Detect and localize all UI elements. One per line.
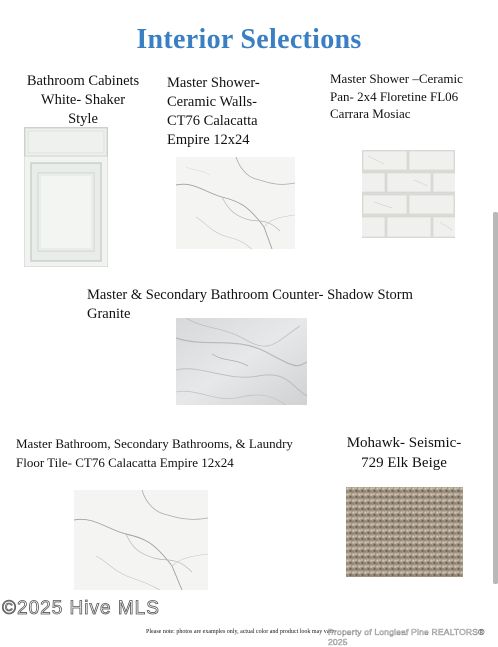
cabinet-label (22, 72, 144, 129)
shower-walls-label (167, 74, 297, 150)
cabinet-door-image (24, 127, 108, 267)
carpet-sample-image (346, 487, 463, 577)
floor-tile-label-line: Floor Tile- CT76 Calacatta Empire 12x24 (16, 455, 234, 470)
shower-walls-label-line: Ceramic Walls- (167, 94, 257, 110)
copyright-watermark: Property of Longleaf Pine REALTORS® 2025 (328, 627, 485, 647)
disclaimer-note: Please note: photos are examples only, actual color and product look may vary (146, 629, 335, 635)
calacatta-floor-tile-image (74, 490, 208, 590)
shower-pan-label-line: Pan- 2x4 Floretine FL06 (330, 88, 459, 104)
counter-label-line: Master & Secondary Bathroom Counter- Shadow Storm (87, 287, 413, 303)
shower-walls-label-line: CT76 Calacatta (167, 113, 258, 129)
mls-watermark: ©2025 Hive MLS (2, 598, 160, 619)
cabinet-label-line: Bathroom Cabinets (26, 73, 140, 89)
floor-tile-label (16, 434, 316, 472)
counter-label-line: Granite (87, 306, 131, 322)
cabinet-label-line: White- Shaker (40, 92, 126, 108)
calacatta-wall-tile-image (176, 157, 295, 249)
mosaic-tile-image (362, 150, 455, 238)
carpet-label-line: 729 Elk Beige (361, 455, 447, 471)
page-title: Interior Selections (136, 24, 362, 55)
shower-pan-label-line: Carrara Mosiac (330, 106, 411, 121)
shower-walls-label-line: Master Shower- (167, 75, 260, 91)
shower-walls-label-line: Empire 12x24 (167, 132, 250, 148)
shadow-storm-granite-image (176, 318, 307, 405)
carpet-label-line: Mohawk- Seismic- (346, 435, 462, 451)
scrollbar[interactable] (493, 212, 498, 584)
floor-tile-label-line: Master Bathroom, Secondary Bathrooms, & Laundry (16, 436, 293, 451)
cabinet-label-line: Style (68, 111, 98, 127)
carpet-label (339, 433, 469, 473)
shower-pan-label (330, 70, 496, 123)
shower-pan-label-line: Master Shower –Ceramic (330, 71, 463, 86)
